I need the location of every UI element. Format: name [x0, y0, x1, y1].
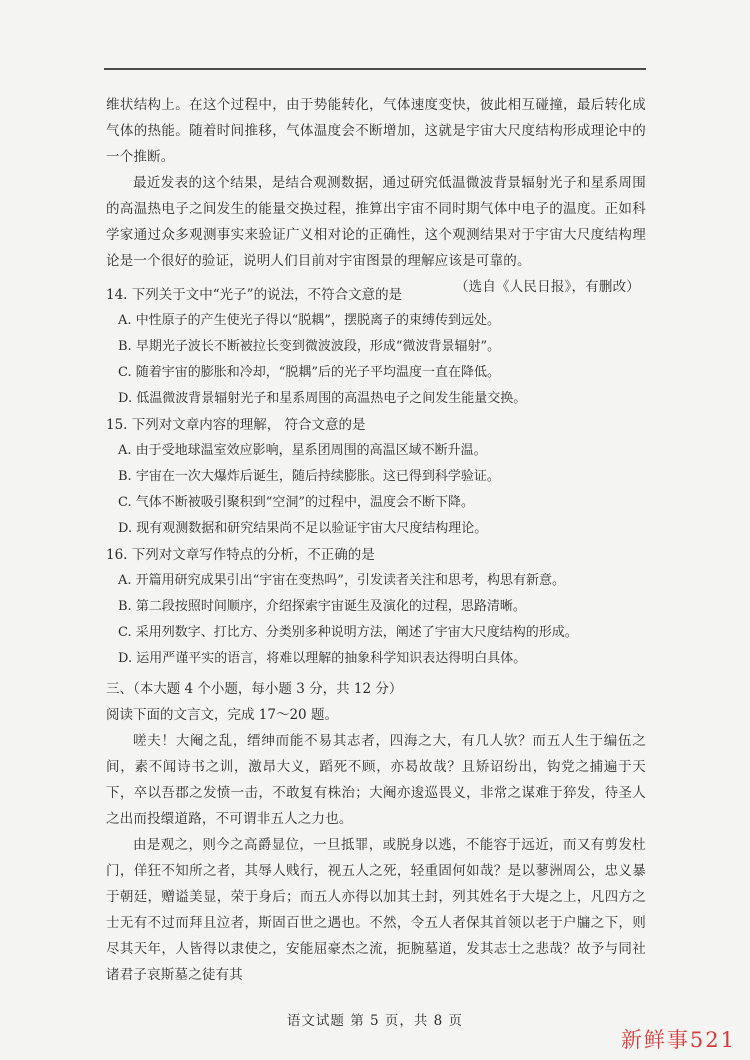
option-b: B. 早期光子波长不断被拉长变到微波波段，形成“微波背景辐射”。 — [118, 339, 501, 354]
option-d: D. 运用严谨平实的语言，将难以理解的抽象科学知识表达得明白具体。 — [118, 651, 527, 666]
page-footer: 语文试题 第 5 页，共 8 页 — [286, 1013, 464, 1029]
option-a: A. 由于受地球温室效应影响，星系团周围的高温区域不断升温。 — [118, 443, 487, 458]
question-stem: 15. 下列对文章内容的理解， 符合文意的是 — [106, 417, 366, 433]
option-c: C. 采用列数字、打比方、分类别多种说明方法，阐述了宇宙大尺度结构的形成。 — [118, 625, 578, 640]
passage-continued — [106, 92, 646, 300]
section-three — [106, 676, 646, 988]
watermark-logo: 新鲜事521 — [620, 1028, 736, 1052]
question-stem: 16. 下列对文章写作特点的分析，不正确的是 — [106, 547, 375, 563]
option-a: A. 中性原子的产生使光子得以“脱耦”，摆脱离子的束缚传到远处。 — [118, 313, 500, 328]
option-b: B. 宇宙在一次大爆炸后诞生，随后持续膨胀。这已得到科学验证。 — [118, 469, 500, 484]
paragraph-2: 最近发表的这个结果，是结合观测数据，通过研究低温微波背景辐射光子和星系周围的高温热电子之间发生的能量交换过程，推算出宇宙不同时期气体中电子的温度。正如科学家通过众多观测事实来验证广义相对论的正确性，这个观测结果对于宇宙大尺度结构理论是一个很好的验证，说明人们目前对宇宙图景的理解应该是可靠的。 — [106, 175, 646, 269]
question-14 — [106, 282, 646, 412]
top-rule — [104, 68, 646, 70]
question-15 — [106, 412, 646, 542]
classical-paragraph-1: 嗟夫！大阉之乱，缙绅而能不易其志者，四海之大，有几人欤？而五人生于编伍之间，素不闻诗书之训，激昂大义，蹈死不顾，亦曷故哉？且矫诏纷出，钩党之捕遍于天下，卒以吾郡之发愤一击，不敢复有株治；大阉亦逡巡畏义，非常之谋难于猝发，待圣人之出而投缳道路，不可谓非五人之力也。 — [106, 733, 646, 827]
option-a: A. 开篇用研究成果引出“宇宙在变热吗”，引发读者关注和思考，构思有新意。 — [118, 573, 565, 588]
classical-paragraph-2: 由是观之，则今之高爵显位，一旦抵罪，或脱身以逃，不能容于远近，而又有剪发杜门，佯狂不知所之者，其辱人贱行，视五人之死，轻重固何如哉？是以蓼洲周公，忠义暴于朝廷，赠谥美显，荣于身后；而五人亦得以加其土封，列其姓名于大堤之上，凡四方之士无有不过而拜且泣者，斯固百世之遇也。不然，令五人者保其首领以老于户牖之下，则尽其天年，人皆得以隶使之，安能屈豪杰之流，扼腕墓道，发其志士之悲哉？故予与同社诸君子哀斯墓之徒有其 — [106, 837, 646, 983]
question-stem: 14. 下列关于文中“光子”的说法，不符合文意的是 — [106, 287, 403, 303]
source-note: （选自《人民日报》，有删改） — [454, 279, 640, 295]
paragraph-1: 维状结构上。在这个过程中，由于势能转化，气体速度变快，彼此相互碰撞，最后转化成气体的热能。随着时间推移，气体温度会不断增加，这就是宇宙大尺度结构形成理论中的一个推断。 — [106, 97, 646, 165]
option-b: B. 第二段按照时间顺序，介绍探索宇宙诞生及演化的过程，思路清晰。 — [118, 599, 526, 614]
section-heading: 三、（本大题 4 个小题，每小题 3 分，共 12 分） — [106, 681, 403, 697]
option-d: D. 低温微波背景辐射光子和星系周围的高温热电子之间发生能量交换。 — [118, 391, 527, 406]
option-d: D. 现有观测数据和研究结果尚不足以验证宇宙大尺度结构理论。 — [118, 521, 488, 536]
instruction: 阅读下面的文言文，完成 17～20 题。 — [106, 707, 338, 723]
question-16 — [106, 542, 646, 672]
option-c: C. 随着宇宙的膨胀和冷却，“脱耦”后的光子平均温度一直在降低。 — [118, 365, 501, 380]
option-c: C. 气体不断被吸引聚积到“空洞”的过程中，温度会不断下降。 — [118, 495, 475, 510]
